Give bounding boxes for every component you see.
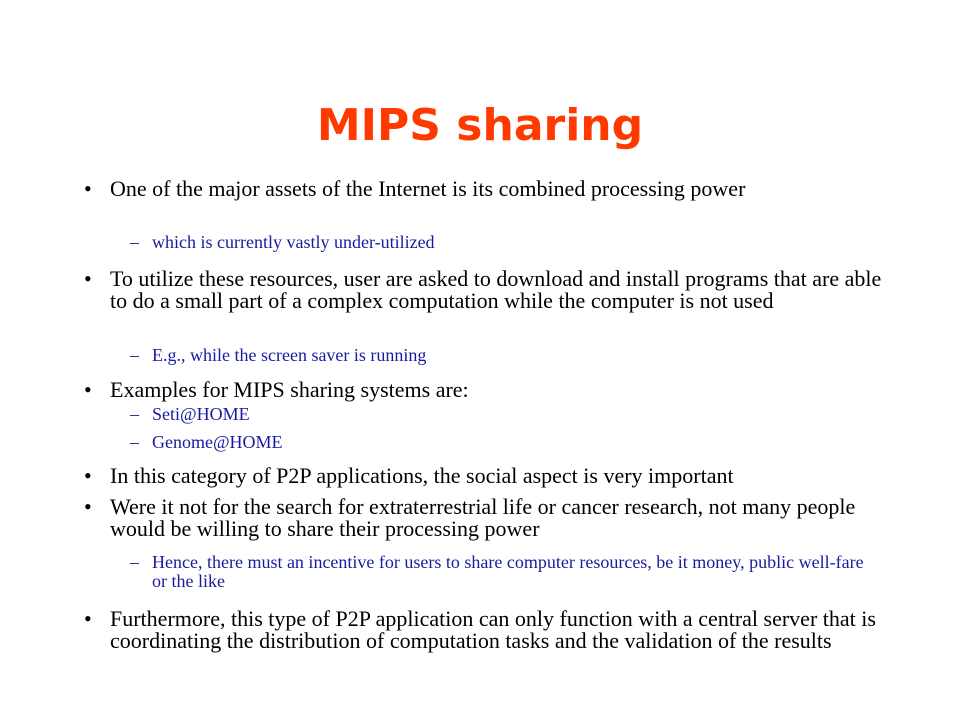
sub-marker: – <box>130 552 139 572</box>
sub-item <box>130 345 882 365</box>
bullet-item <box>84 494 890 541</box>
sub-marker: – <box>130 404 139 424</box>
sub-marker: – <box>130 345 139 365</box>
sub-marker: – <box>130 432 139 452</box>
bullet-text: One of the major assets of the Internet is its combined processing power <box>110 176 746 201</box>
bullet-item <box>84 266 890 313</box>
bullet-item <box>84 463 890 488</box>
sub-item <box>130 232 882 252</box>
bullet-text: Furthermore, this type of P2P application can only function with a central server that is coordinating the distribution of computation tasks and the validation of the results <box>110 606 876 653</box>
bullet-text: Were it not for the search for extraterrestrial life or cancer research, not many people would be willing to share their processing power <box>110 494 856 541</box>
bullet-item <box>84 377 890 402</box>
slide-title: MIPS sharing <box>316 100 644 151</box>
bullet-marker: • <box>84 494 92 519</box>
bullet-marker: • <box>84 377 92 402</box>
bullet-item <box>84 606 890 653</box>
sub-text: Genome@HOME <box>152 432 283 452</box>
bullet-marker: • <box>84 176 92 201</box>
bullet-item <box>84 176 890 201</box>
sub-item <box>130 404 882 424</box>
sub-item <box>130 552 882 591</box>
sub-marker: – <box>130 232 139 252</box>
sub-text: E.g., while the screen saver is running <box>152 345 427 365</box>
sub-text: which is currently vastly under-utilized <box>152 232 435 252</box>
sub-text: Seti@HOME <box>152 404 250 424</box>
sub-item <box>130 432 882 452</box>
bullet-marker: • <box>84 266 92 291</box>
bullet-text: To utilize these resources, user are asked to download and install programs that are able to do a small part of a complex computation while the computer is not used <box>110 266 882 313</box>
sub-text: Hence, there must an incentive for users to share computer resources, be it money, public well-fare or the like <box>152 552 864 591</box>
bullet-text: In this category of P2P applications, the social aspect is very important <box>110 463 734 488</box>
bullet-marker: • <box>84 606 92 631</box>
bullet-text: Examples for MIPS sharing systems are: <box>110 377 469 402</box>
bullet-marker: • <box>84 463 92 488</box>
